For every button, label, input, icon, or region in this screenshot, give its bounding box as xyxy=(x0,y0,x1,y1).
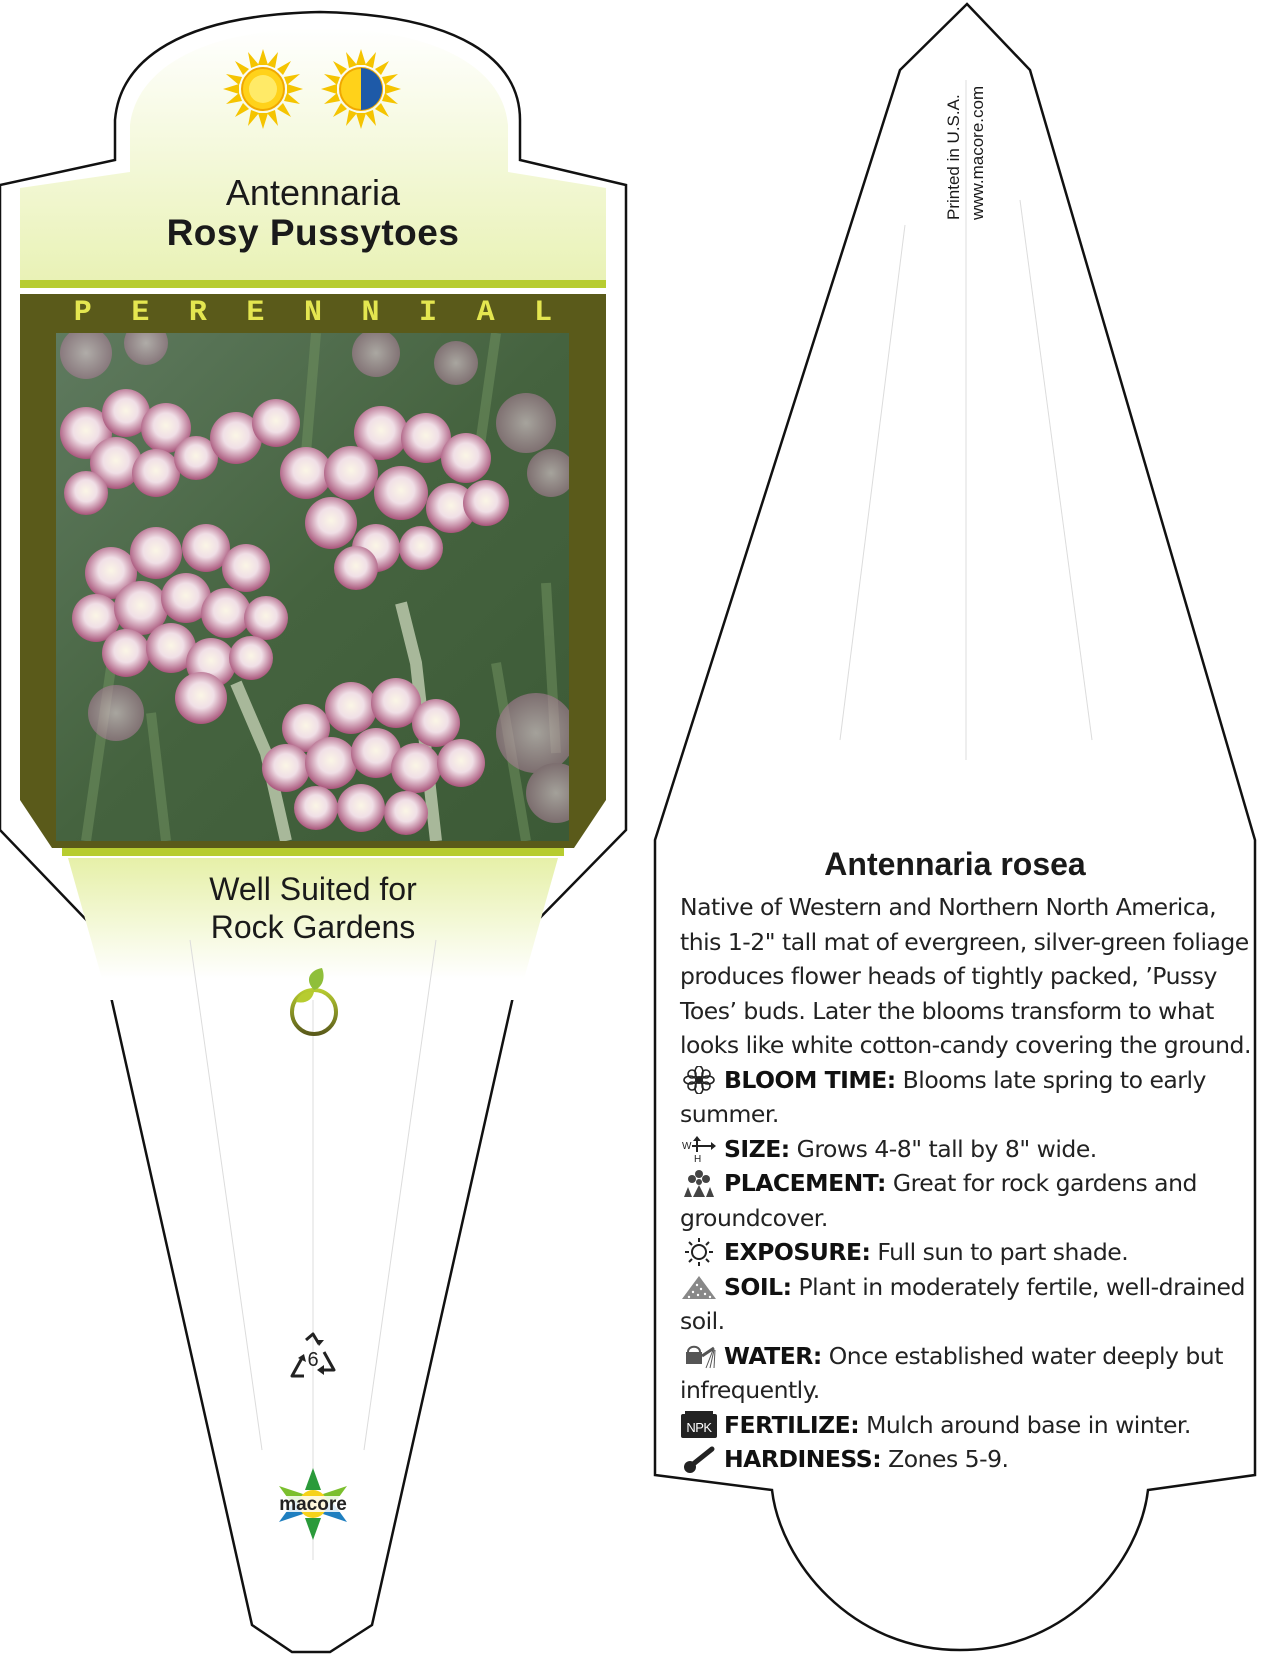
macore-logo xyxy=(272,1466,354,1542)
category-letter: A xyxy=(476,296,495,330)
attr-label: HARDINESS: xyxy=(724,1445,882,1473)
attr-text: Once established water deeply but infrequently. xyxy=(680,1341,1223,1404)
attribute-soil xyxy=(680,1270,1255,1339)
thermometer-icon xyxy=(680,1445,718,1473)
sun-icon xyxy=(680,1238,718,1266)
attribute-exposure xyxy=(680,1235,1255,1270)
print-info xyxy=(944,50,1004,220)
tagline xyxy=(20,870,606,946)
category-letter: E xyxy=(131,296,150,330)
attr-text: Mulch around base in winter. xyxy=(866,1410,1191,1439)
attr-label: PLACEMENT: xyxy=(724,1169,886,1197)
placement-icon xyxy=(680,1169,718,1197)
category-letter: L xyxy=(534,296,553,330)
description: Native of Western and Northern North America, this 1-2" tall mat of evergreen, silver-green foliage produces flower heads of tightly packed, ’Pussy Toes’ buds. Later the blooms transform to what looks like white cotton-candy covering the ground. xyxy=(680,893,1251,1059)
common-name-title: Rosy Pussytoes xyxy=(166,212,460,253)
category-letter: R xyxy=(188,296,207,330)
attr-text: Great for rock gardens and groundcover. xyxy=(680,1169,1197,1232)
npk-text: NPK xyxy=(686,1419,712,1435)
attr-text: Plant in moderately fertile, well-drained soil. xyxy=(680,1272,1245,1335)
logo-text: macore xyxy=(279,1494,347,1515)
attr-label: BLOOM TIME: xyxy=(724,1065,896,1094)
recycle-number: 6 xyxy=(307,1349,319,1371)
attribute-fertilize xyxy=(680,1408,1255,1443)
category-letter: E xyxy=(246,296,265,330)
plant-photo xyxy=(56,333,569,841)
category-letter: I xyxy=(419,296,438,330)
printed-in: Printed in U.S.A. xyxy=(944,94,963,220)
attr-label: EXPOSURE: xyxy=(724,1238,871,1266)
category-letter: P xyxy=(73,296,92,330)
website: www.macore.com xyxy=(968,85,987,220)
category-label xyxy=(20,296,606,330)
size-icon xyxy=(680,1135,718,1163)
npk-icon xyxy=(680,1411,718,1439)
genus-title: Antennaria xyxy=(225,172,401,213)
attr-text: Full sun to part shade. xyxy=(877,1238,1129,1266)
scientific-name: Antennaria rosea xyxy=(824,846,1086,882)
attribute-bloom-time xyxy=(680,1063,1255,1132)
attr-text: Zones 5-9. xyxy=(888,1445,1009,1473)
attr-label: FERTILIZE: xyxy=(724,1410,860,1439)
attr-text: Grows 4-8" tall by 8" wide. xyxy=(796,1134,1097,1163)
attribute-hardiness xyxy=(680,1442,1255,1477)
size-icon-w: W xyxy=(682,1140,691,1152)
tagline-line-2: Rock Gardens xyxy=(210,909,416,945)
size-icon-h: H xyxy=(694,1153,701,1163)
category-letter: N xyxy=(303,296,322,330)
attr-label: WATER: xyxy=(724,1341,822,1370)
category-letter: N xyxy=(361,296,380,330)
attr-text: Blooms late spring to early summer. xyxy=(680,1065,1206,1128)
attribute-placement xyxy=(680,1166,1255,1235)
attribute-size xyxy=(680,1132,1255,1167)
tagline-line-1: Well Suited for xyxy=(209,871,417,907)
rock-garden-icon xyxy=(284,966,344,1038)
soil-icon xyxy=(680,1273,718,1301)
watering-can-icon xyxy=(680,1342,718,1370)
recycle-icon xyxy=(286,1332,340,1382)
attribute-water xyxy=(680,1339,1255,1408)
attr-label: SIZE: xyxy=(724,1134,790,1163)
full-sun-icon xyxy=(222,48,304,130)
part-shade-icon xyxy=(320,48,402,130)
attr-label: SOIL: xyxy=(724,1272,792,1301)
flower-icon xyxy=(680,1066,718,1094)
care-info xyxy=(680,890,1255,1477)
